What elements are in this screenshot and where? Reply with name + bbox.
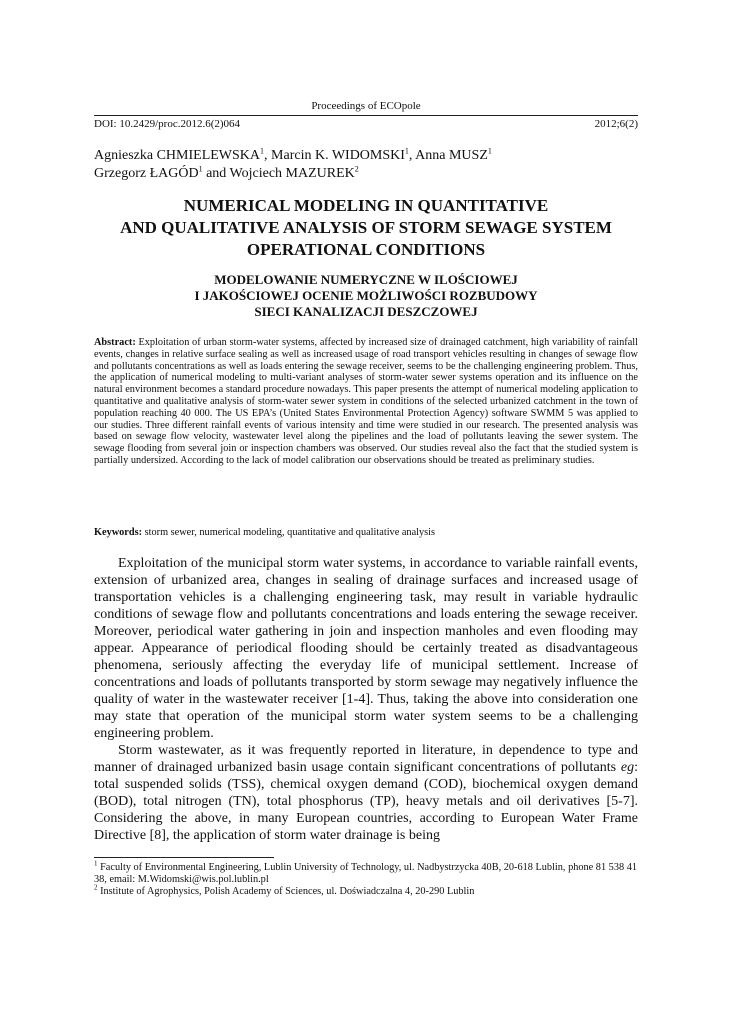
affiliation-mark: 1 [404, 146, 409, 156]
author-separator: , [264, 148, 272, 163]
paper-title-english [94, 195, 638, 261]
author-name: Grzegorz ŁAGÓD [94, 166, 199, 181]
italic-abbrev: eg [620, 760, 635, 775]
keywords-label: Keywords: [94, 527, 143, 538]
title-line: MODELOWANIE NUMERYCZNE W ILOŚCIOWEJ [214, 272, 518, 287]
title-line: I JAKOŚCIOWEJ OCENIE MOŻLIWOŚCI ROZBUDOWY [194, 288, 538, 303]
footnote-text: Faculty of Environmental Engineering, Lublin University of Technology, ul. Nadbystrzycka 40B, 20-618 Lublin, phone 81 538 41 38, email: M.Widomski@wis.pol.lublin.pl [94, 862, 637, 885]
affiliation-mark: 1 [487, 146, 492, 156]
footnote-text: Institute of Agrophysics, Polish Academy of Sciences, ul. Doświadczalna 4, 20-290 Lublin [100, 886, 475, 897]
author-line-1 [94, 147, 638, 165]
affiliation-mark: 1 [260, 146, 265, 156]
doi-line [94, 115, 638, 130]
footnote-1 [94, 859, 638, 886]
affiliation-mark: 2 [354, 164, 359, 174]
keywords [94, 527, 638, 539]
footnote-2 [94, 883, 638, 898]
author-name: Anna MUSZ [415, 148, 488, 163]
title-line: NUMERICAL MODELING IN QUANTITATIVE [183, 196, 549, 215]
volume-issue: 2012;6(2) [594, 118, 638, 130]
author-separator: and [202, 166, 230, 181]
keywords-text: storm sewer, numerical modeling, quantitative and qualitative analysis [144, 527, 436, 538]
body-paragraph-2 [94, 742, 638, 844]
footnote-divider [94, 857, 274, 858]
abstract [94, 337, 638, 467]
title-line: SIECI KANALIZACJI DESZCZOWEJ [254, 304, 478, 319]
title-line: AND QUALITATIVE ANALYSIS OF STORM SEWAGE SYSTEM [120, 218, 612, 237]
paragraph-text: Storm wastewater, as it was frequently reported in literature, in dependence to type and manner of drainaged urbanized basin usage contain significant concentrations of pollutants [94, 743, 638, 775]
footnote-mark: 2 [94, 883, 98, 892]
author-name: Agnieszka CHMIELEWSKA [94, 148, 261, 163]
affiliation-mark: 1 [198, 164, 203, 174]
author-list [94, 147, 638, 183]
paper-title-polish [94, 272, 638, 320]
author-separator: , [408, 148, 416, 163]
journal-running-head: Proceedings of ECOpole [311, 100, 421, 112]
abstract-text: Exploitation of urban storm-water systems, affected by increased size of drainaged catchment, high variability of rainfall events, changes in relative surface sealing as well as increased usage of road transport vehicles resulting in changes of sewage flow and pollutants concentrations as well as loads entering the sewage receiver, seems to be the challenging engineering problem. Thus, the application of numerical modeling to multi-variant analyses of storm-water sewer systems operation and its influence on the natural environment becomes a standard procedure nowadays. This paper presents the attempt of numerical modeling application to quantitative and qualitative analysis of storm-water sewer system in conditions of the selected urbanized catchment in the town of population reaching 40 000. The US EPA’s (United States Environmental Protection Agency) software SWMM 5 was applied to our studies. Three different rainfall events of various intensity and time were studied in our research. The presented analysis was based on sewage flow velocity, wastewater level along the pipelines and the load of pollutants leaving the sewer system. The sewage flooding from several join or inspection chambers was observed. Our studies reveal also the fact that the studied system is partially undersized. According to the lack of model calibration our observations should be treated as preliminary studies. [94, 337, 638, 466]
author-name: Marcin K. WIDOMSKI [271, 148, 405, 163]
body-text [94, 555, 638, 844]
abstract-label: Abstract: [94, 337, 136, 348]
author-name: Wojciech MAZUREK [229, 166, 355, 181]
footnote-mark: 1 [94, 859, 98, 868]
title-line: OPERATIONAL CONDITIONS [246, 240, 486, 259]
doi: DOI: 10.2429/proc.2012.6(2)064 [94, 118, 241, 130]
footnotes [94, 859, 638, 898]
paragraph-text: : total suspended solids (TSS), chemical oxygen demand (COD), biochemical oxygen demand (BOD), total nitrogen (TN), total phosphorus (TP), heavy metals and oil derivatives [5-7]. Considering the above, in many European countries, according to European Water Frame Directive [8], the application of storm water drainage is being [94, 760, 638, 843]
body-paragraph-1: Exploitation of the municipal storm water systems, in accordance to variable rainfall events, extension of urbanized area, changes in sealing of drainage surfaces and increased usage of transportation vehicles is a challenging engineering task, may result in variable hydraulic conditions of sewage flow and pollutants concentrations and loads entering the sewage receiver. Moreover, periodical water gathering in join and inspection manholes and even flooding may appear. Appearance of periodical flooding should be certainly treated as disadvantageous phenomena, seriously affecting the everyday life of municipal settlement. Increase of concentrations and loads of pollutants transported by storm sewage may negatively influence the quality of water in the wastewater receiver [1-4]. Thus, taking the above into consideration one may state that operation of the municipal storm water system seems to be a challenging engineering problem. [94, 556, 638, 741]
author-line-2 [94, 165, 638, 183]
